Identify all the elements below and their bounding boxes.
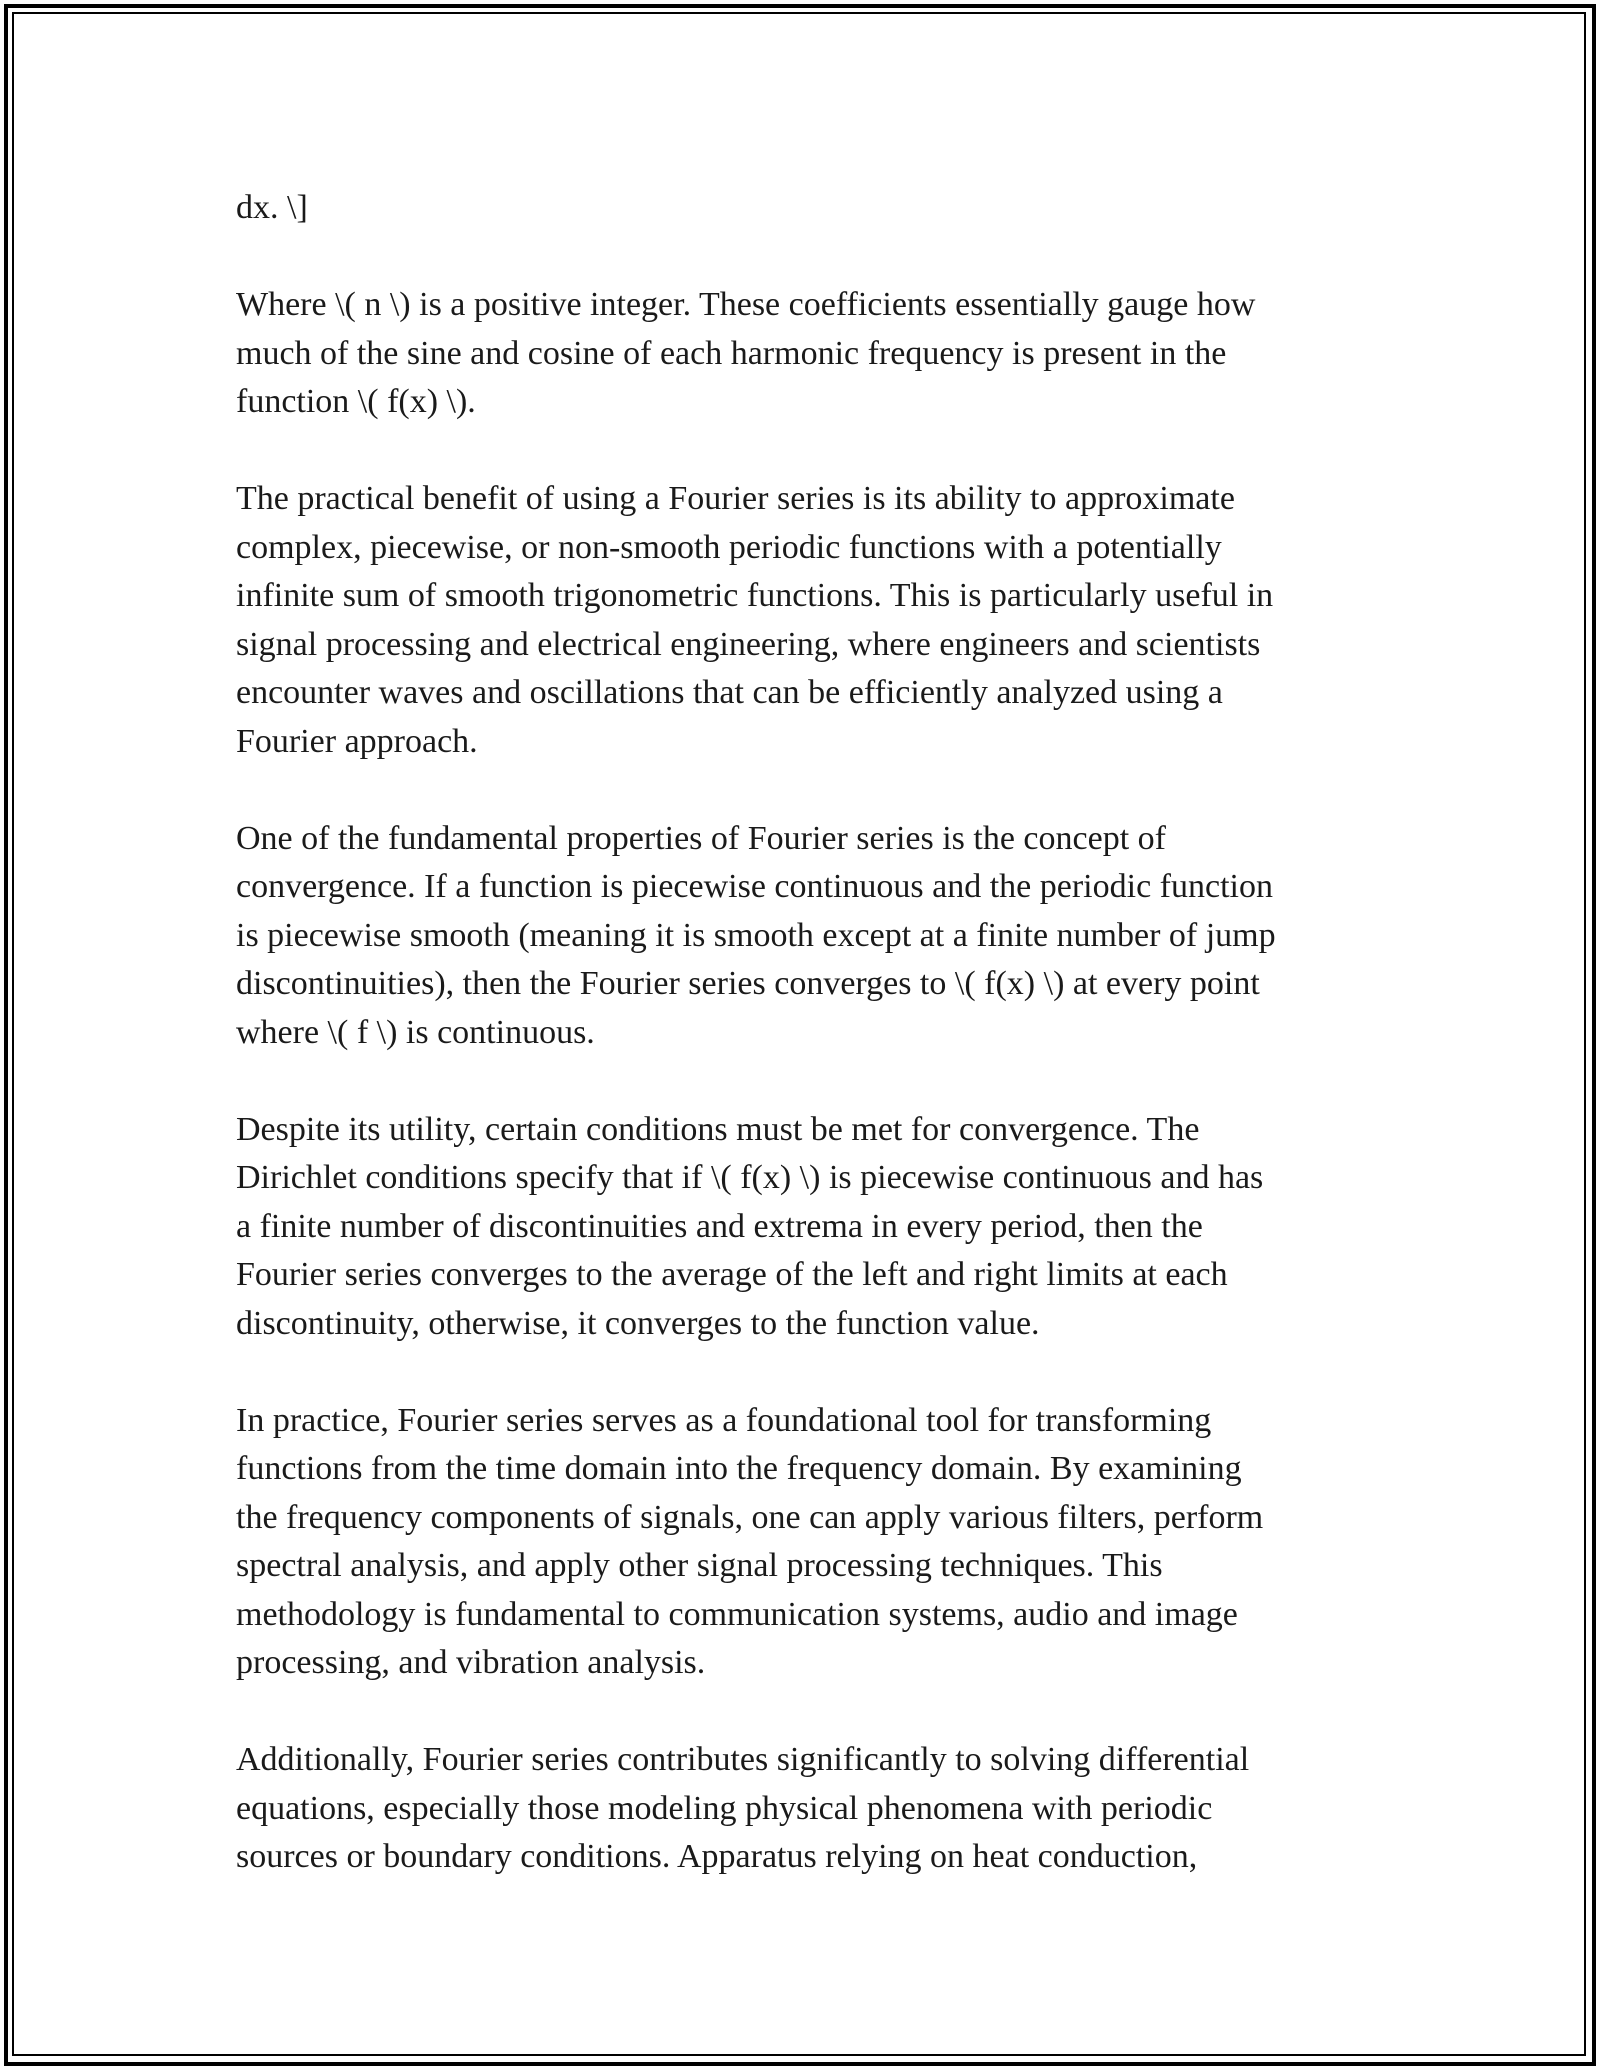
text-line: equations, especially those modeling physical phenomena with periodic — [236, 1789, 1213, 1827]
text-line: encounter waves and oscillations that can be efficiently analyzed using a — [236, 674, 1223, 711]
paragraph-convergence — [236, 815, 1366, 1058]
paragraph-practical-benefit — [236, 475, 1366, 766]
text-line: much of the sine and cosine of each harmonic frequency is present in the — [236, 334, 1227, 372]
paragraph-formula-tail — [236, 184, 1366, 233]
text-line: Dirichlet conditions specify that if \( f(x) \) is piecewise continuous and has — [236, 1159, 1264, 1196]
paragraph-additionally — [236, 1736, 1366, 1882]
text-line: where \( f \) is continuous. — [236, 1013, 595, 1051]
text-line: convergence. If a function is piecewise continuous and the periodic function — [236, 868, 1273, 905]
text-line: Where \( n \) is a positive integer. These coefficients essentially gauge how — [236, 286, 1256, 323]
paragraph-dirichlet — [236, 1106, 1366, 1349]
text-line: Despite its utility, certain conditions must be met for convergence. The — [236, 1110, 1200, 1148]
paragraph-in-practice — [236, 1397, 1366, 1688]
paragraph-coefficients — [236, 281, 1366, 427]
text-line: One of the fundamental properties of Fourier series is the concept of — [236, 819, 1166, 857]
text-line: discontinuities), then the Fourier series converges to \( f(x) \) at every point — [236, 965, 1260, 1002]
text-line: discontinuity, otherwise, it converges to the function value. — [236, 1304, 1040, 1342]
text-line: spectral analysis, and apply other signal processing techniques. This — [236, 1547, 1163, 1584]
text-line: methodology is fundamental to communication systems, audio and image — [236, 1595, 1238, 1633]
text-line: infinite sum of smooth trigonometric functions. This is particularly useful in — [236, 577, 1274, 614]
text-line: Fourier series converges to the average of the left and right limits at each — [236, 1256, 1228, 1293]
text-line: Additionally, Fourier series contributes significantly to solving differential — [236, 1741, 1250, 1778]
text-line: The practical benefit of using a Fourier series is its ability to approximate — [236, 480, 1235, 517]
text-line: sources or boundary conditions. Apparatus relying on heat conduction, — [236, 1838, 1198, 1875]
text-line: Fourier approach. — [236, 722, 478, 760]
text-line: signal processing and electrical engineering, where engineers and scientists — [236, 625, 1261, 663]
text-line: the frequency components of signals, one can apply various filters, perform — [236, 1498, 1264, 1536]
text-line: dx. \] — [236, 189, 308, 226]
text-line: In practice, Fourier series serves as a foundational tool for transforming — [236, 1401, 1212, 1439]
text-line: complex, piecewise, or non-smooth periodic functions with a potentially — [236, 528, 1222, 566]
text-line: is piecewise smooth (meaning it is smooth except at a finite number of jump — [236, 916, 1276, 954]
text-line: processing, and vibration analysis. — [236, 1644, 706, 1681]
text-line: a finite number of discontinuities and extrema in every period, then the — [236, 1207, 1203, 1245]
text-line: functions from the time domain into the frequency domain. By examining — [236, 1450, 1242, 1487]
text-line: function \( f(x) \). — [236, 383, 476, 420]
document-body — [236, 184, 1366, 1930]
